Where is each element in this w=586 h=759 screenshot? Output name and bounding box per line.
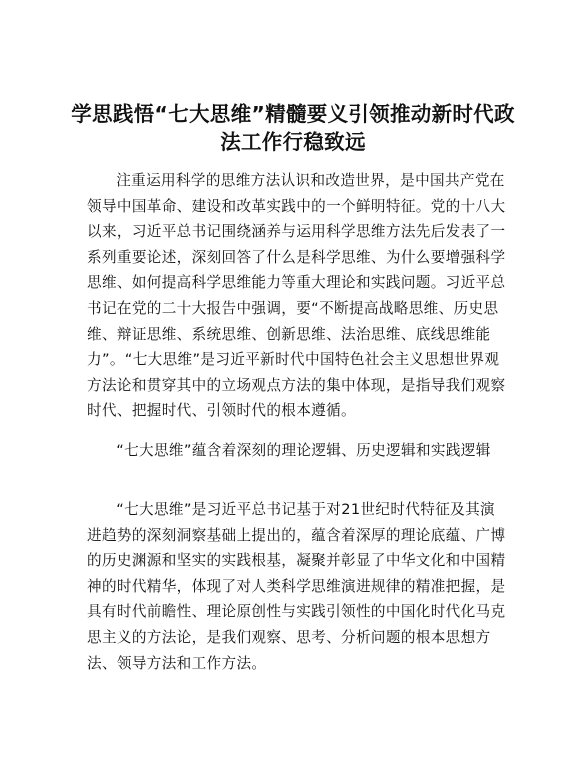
document-title: 学思践悟“七大思维”精髓要义引领推动新时代政法工作行稳致远 xyxy=(71,102,515,154)
paragraph-body: “七大思维”是习近平总书记基于对21世纪时代特征及其演进趋势的深刻洞察基础上提出的，蕴含着深厚的理论底蕴、广博的历史渊源和坚实的实践根基，凝聚并彰显了中华文化和中国精神的时代精华，体现了对人类科学思维演进规律的精准把握，是具有时代前瞻性、理论原创性与实践引领性的中国化时代化马克思主义的方法论，是我们观察、思考、分析问题的根本思想方法、领导方法和工作方法。 xyxy=(87,501,506,672)
section-heading-block xyxy=(87,438,507,464)
paragraph-intro-block xyxy=(87,168,507,424)
paragraph-body-block xyxy=(87,497,507,676)
section-heading: “七大思维”蕴含着深刻的理论逻辑、历史逻辑和实践逻辑 xyxy=(116,442,491,459)
paragraph-intro: 注重运用科学的思维方法认识和改造世界，是中国共产党在领导中国革命、建设和改革实践中的一个鲜明特征。党的十八大以来，习近平总书记围绕涵养与运用科学思维方法先后发表了一系列重要论述，深刻回答了什么是科学思维、为什么要增强科学思维、如何提高科学思维能力等重大理论和实践问题。习近平总书记在党的二十大报告中强调，要“不断提高战略思维、历史思维、辩证思维、系统思维、创新思维、法治思维、底线思维能力”。“七大思维”是习近平新时代中国特色社会主义思想世界观方法论和贯穿其中的立场观点方法的集中体现，是指导我们观察时代、把握时代、引领时代的根本遵循。 xyxy=(87,172,506,420)
